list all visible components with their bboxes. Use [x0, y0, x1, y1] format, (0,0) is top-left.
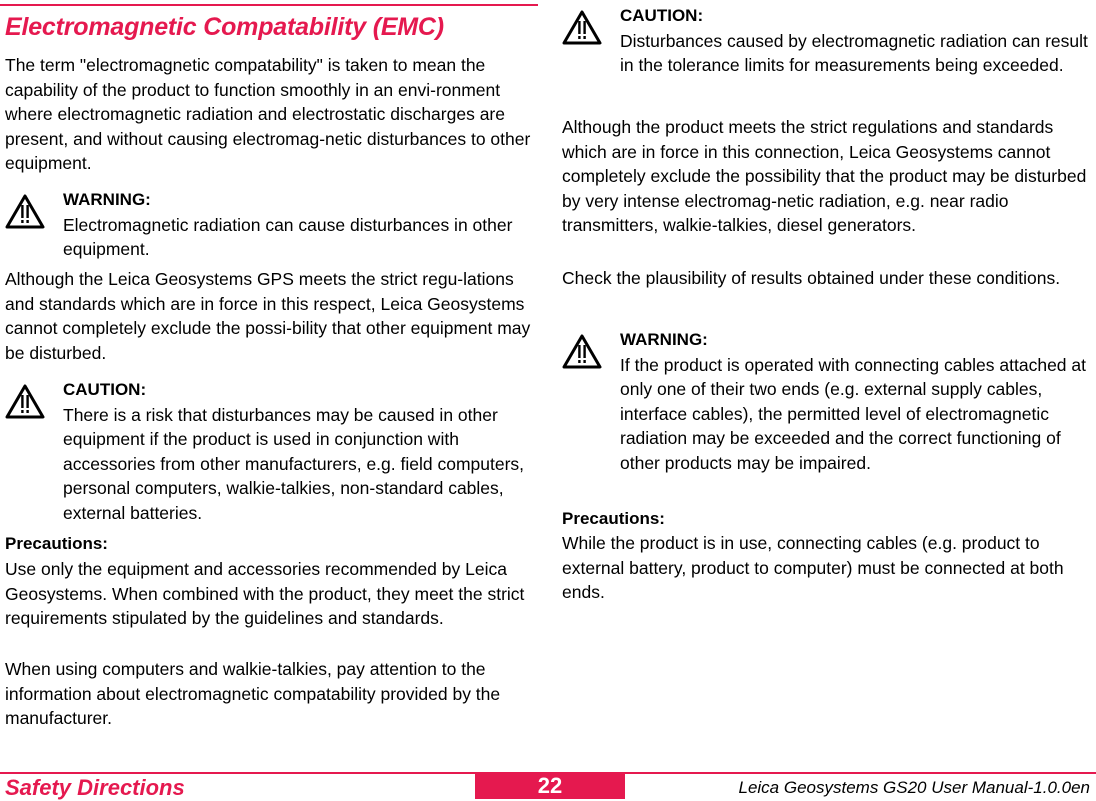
- footer-section-title: Safety Directions: [5, 775, 185, 800]
- caution-triangle-icon: [562, 10, 602, 45]
- caution-text: There is a risk that disturbances may be caused in other equipment if the product is used in conjunction with accessories from other manufacturers, e.g. field computers, personal computers, walkie-talkies, non-standard cables, external batteries.: [63, 404, 525, 523]
- page-title: Electromagnetic Compatability (EMC): [5, 13, 444, 41]
- header-rule: [0, 4, 538, 6]
- body-paragraph: Check the plausibility of results obtained under these conditions.: [562, 268, 1061, 288]
- caution-note: [5, 378, 540, 528]
- body-paragraph: Although the product meets the strict regulations and standards which are in force in this connection, Leica Geosystems cannot completely exclude the possibility that the product may be disturbed by very intense electromag-netic radiation, e.g. near radio transmitters, walkie-talkies, diesel generators.: [562, 117, 1087, 235]
- warning-text: If the product is operated with connecting cables attached at only one of their two ends (e.g. external supply cables, interface cables), the permitted level of electromagnetic radiation may be exceeded and the correct functioning of other products may be impaired.: [620, 354, 1086, 473]
- body-paragraph: Although the Leica Geosystems GPS meets the strict regu-lations and standards which are in force in this respect, Leica Geosystems cannot completely exclude the possi-bility that other equipment may be disturbed.: [5, 269, 531, 363]
- warning-note: [5, 188, 540, 258]
- caution-note: [562, 4, 1094, 104]
- warning-triangle-icon: [5, 194, 45, 229]
- footer-manual-title: Leica Geosystems GS20 User Manual-1.0.0en: [738, 778, 1090, 797]
- warning-note: [562, 328, 1094, 508]
- precautions-paragraph: While the product is in use, connecting cables (e.g. product to external battery, product to computer) must be connected at both ends.: [562, 533, 1064, 602]
- intro-paragraph: The term "electromagnetic compatability" is taken to mean the capability of the product to function smoothly in an envi-ronment where electromagnetic radiation and electrostatic discharges are present, and without causing electromag-netic disturbances to other equipment.: [5, 55, 531, 173]
- precautions-heading: Precautions:: [562, 509, 665, 528]
- warning-text: Electromagnetic radiation can cause disturbances in other equipment.: [63, 214, 513, 259]
- caution-triangle-icon: [5, 384, 45, 419]
- caution-heading: CAUTION:: [63, 380, 147, 399]
- precautions-heading: Precautions:: [5, 534, 108, 553]
- caution-heading: CAUTION:: [620, 6, 704, 25]
- precautions-paragraph: When using computers and walkie-talkies, pay attention to the information about electromagnetic compatability provided by the manufacturer.: [5, 659, 501, 728]
- warning-triangle-icon: [562, 334, 602, 369]
- warning-heading: WARNING:: [63, 190, 151, 209]
- caution-text: Disturbances caused by electromagnetic radiation can result in the tolerance limits for measurements being exceeded.: [620, 30, 1088, 75]
- precautions-paragraph: Use only the equipment and accessories recommended by Leica Geosystems. When combined with the product, they meet the strict requirements stipulated by the guidelines and standards.: [5, 559, 525, 628]
- page-number: 22: [475, 773, 625, 799]
- warning-heading: WARNING:: [620, 330, 708, 349]
